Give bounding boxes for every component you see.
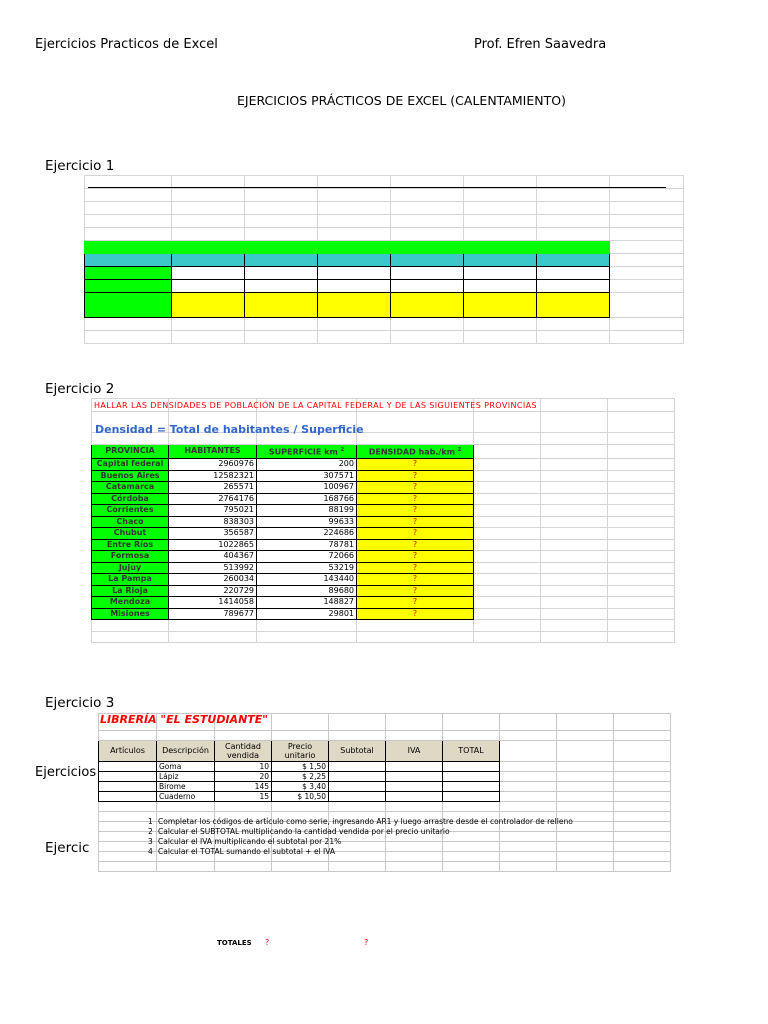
densidad-cell: ?: [357, 470, 474, 482]
ej2-sheet: [91, 398, 675, 643]
articulo-cell: [99, 762, 157, 772]
col-cantidad: Cantidad vendida: [215, 741, 272, 762]
ej3-heading: Ejercicio 3: [45, 695, 115, 711]
provincia-cell: Chubut: [92, 528, 169, 540]
descripcion-cell: Goma: [157, 762, 215, 772]
articulo-cell: [99, 772, 157, 782]
table-row: [92, 551, 675, 563]
habitantes-cell: 1414058: [169, 597, 257, 609]
superficie-cell: 224686: [257, 528, 357, 540]
note-text: Calcular el TOTAL sumando el subtotal + el IVA: [158, 847, 336, 856]
densidad-cell: ?: [357, 528, 474, 540]
superficie-cell: 88199: [257, 505, 357, 517]
ej1-heading: Ejercicio 1: [45, 158, 115, 174]
note-text: Completar los códigos de artículo como serie, ingresando AR1 y luego arrastre desde el controlador de relleno: [158, 817, 573, 826]
table-row: [99, 762, 671, 772]
provincia-cell: Buenos Aires: [92, 470, 169, 482]
provincia-cell: La Pampa: [92, 574, 169, 586]
superficie-cell: 143440: [257, 574, 357, 586]
table-row: [92, 597, 675, 609]
densidad-cell: ?: [357, 551, 474, 563]
ej5-heading-partial: Ejercic: [45, 840, 90, 856]
provincia-cell: Mendoza: [92, 597, 169, 609]
provincia-cell: Misiones: [92, 608, 169, 620]
cantidad-cell: 20: [215, 772, 272, 782]
note-number: 3: [148, 837, 153, 846]
provincia-cell: Córdoba: [92, 493, 169, 505]
precio-cell: $ 10,50: [272, 792, 329, 802]
densidad-cell: ?: [357, 539, 474, 551]
totales-q1: ?: [265, 938, 270, 947]
superficie-cell: 100967: [257, 482, 357, 494]
descripcion-cell: Birome: [157, 782, 215, 792]
col-superficie: SUPERFICIE km: [268, 447, 338, 457]
table-row: [92, 516, 675, 528]
table-row: [92, 459, 675, 471]
provincia-cell: Catamarca: [92, 482, 169, 494]
cantidad-cell: 15: [215, 792, 272, 802]
superficie-cell: 53219: [257, 562, 357, 574]
col-densidad: DENSIDAD hab./km: [368, 447, 455, 457]
habitantes-cell: 260034: [169, 574, 257, 586]
superficie-cell: 89680: [257, 585, 357, 597]
ej3-header-row: [99, 741, 671, 762]
table-row: [92, 562, 675, 574]
habitantes-cell: 1022865: [169, 539, 257, 551]
habitantes-cell: 789677: [169, 608, 257, 620]
col-total: TOTAL: [443, 741, 500, 762]
habitantes-cell: 795021: [169, 505, 257, 517]
ej3-sheet: [98, 713, 671, 872]
header-left: Ejercicios Practicos de Excel: [35, 37, 218, 52]
superficie-cell: 307571: [257, 470, 357, 482]
habitantes-cell: 265571: [169, 482, 257, 494]
densidad-cell: ?: [357, 505, 474, 517]
ej2-instruction: HALLAR LAS DENSIDADES DE POBLACIÓN DE LA CAPITAL FEDERAL Y DE LAS SIGUIENTES PROVINCIAS: [94, 401, 537, 410]
habitantes-cell: 220729: [169, 585, 257, 597]
provincia-cell: Jujuy: [92, 562, 169, 574]
superficie-cell: 29801: [257, 608, 357, 620]
ej2-formula: Densidad = Total de habitantes / Superficie: [95, 423, 364, 436]
table-row: [99, 772, 671, 782]
col-iva: IVA: [386, 741, 443, 762]
habitantes-cell: 2764176: [169, 493, 257, 505]
ej3-title: LIBRERÍA "EL ESTUDIANTE": [100, 713, 269, 726]
note-number: 4: [148, 847, 153, 856]
precio-cell: $ 3,40: [272, 782, 329, 792]
totales-label: TOTALES: [217, 939, 252, 947]
table-row: [99, 782, 671, 792]
descripcion-cell: Cuaderno: [157, 792, 215, 802]
ej1-sheet: [84, 175, 684, 344]
note-number: 2: [148, 827, 153, 836]
descripcion-cell: Lápiz: [157, 772, 215, 782]
superficie-cell: 200: [257, 459, 357, 471]
superficie-cell: 78781: [257, 539, 357, 551]
table-row: [92, 470, 675, 482]
precio-cell: $ 2,25: [272, 772, 329, 782]
superficie-cell: 168766: [257, 493, 357, 505]
totales-q2: ?: [364, 938, 369, 947]
articulo-cell: [99, 782, 157, 792]
col-subtotal: Subtotal: [329, 741, 386, 762]
ej1-table: [84, 175, 684, 344]
densidad-cell: ?: [357, 574, 474, 586]
header-right: Prof. Efren Saavedra: [474, 37, 607, 52]
page-title: EJERCICIOS PRÁCTICOS DE EXCEL (CALENTAMIENTO): [237, 93, 566, 108]
provincia-cell: Corrientes: [92, 505, 169, 517]
superficie-cell: 99633: [257, 516, 357, 528]
col-habitantes: HABITANTES: [169, 445, 257, 459]
ej4-heading-partial: Ejercicios: [35, 765, 97, 780]
densidad-cell: ?: [357, 608, 474, 620]
note-text: Calcular el SUBTOTAL multiplicando la cantidad vendida por el precio unitario: [158, 827, 450, 836]
provincia-cell: Capital federal: [92, 459, 169, 471]
habitantes-cell: 838303: [169, 516, 257, 528]
densidad-cell: ?: [357, 493, 474, 505]
note-text: Calcular el IVA multiplicando el subtotal por 21%: [158, 837, 342, 846]
cantidad-cell: 10: [215, 762, 272, 772]
table-row: [92, 482, 675, 494]
table-row: [92, 539, 675, 551]
ej1-title-line: [88, 187, 666, 188]
table-row: [99, 792, 671, 802]
densidad-cell: ?: [357, 459, 474, 471]
table-row: [92, 505, 675, 517]
ej2-header-row: [92, 445, 675, 459]
provincia-cell: La Rioja: [92, 585, 169, 597]
habitantes-cell: 404367: [169, 551, 257, 563]
col-provincia: PROVINCIA: [92, 445, 169, 459]
habitantes-cell: 2960976: [169, 459, 257, 471]
cantidad-cell: 145: [215, 782, 272, 792]
habitantes-cell: 356587: [169, 528, 257, 540]
col-densidad-sup: 2: [457, 447, 462, 453]
precio-cell: $ 1,50: [272, 762, 329, 772]
provincia-cell: Entre Ríos: [92, 539, 169, 551]
densidad-cell: ?: [357, 597, 474, 609]
superficie-cell: 72066: [257, 551, 357, 563]
col-precio: Precio unitario: [272, 741, 329, 762]
ej1-cyan-row: [85, 254, 684, 267]
note-number: 1: [148, 817, 153, 826]
ej1-yellow-row: [85, 293, 684, 318]
densidad-cell: ?: [357, 482, 474, 494]
articulo-cell: [99, 792, 157, 802]
habitantes-cell: 513992: [169, 562, 257, 574]
densidad-cell: ?: [357, 562, 474, 574]
densidad-cell: ?: [357, 585, 474, 597]
habitantes-cell: 12582321: [169, 470, 257, 482]
ej2-heading: Ejercicio 2: [45, 381, 115, 397]
table-row: [92, 574, 675, 586]
col-superficie-sup: 2: [340, 447, 345, 453]
densidad-cell: ?: [357, 516, 474, 528]
provincia-cell: Chaco: [92, 516, 169, 528]
superficie-cell: 148827: [257, 597, 357, 609]
table-row: [92, 493, 675, 505]
table-row: [92, 608, 675, 620]
provincia-cell: Formosa: [92, 551, 169, 563]
table-row: [92, 585, 675, 597]
col-descripcion: Descripción: [157, 741, 215, 762]
table-row: [92, 528, 675, 540]
ej1-green-row: [85, 241, 684, 254]
col-articulos: Artículos: [99, 741, 157, 762]
